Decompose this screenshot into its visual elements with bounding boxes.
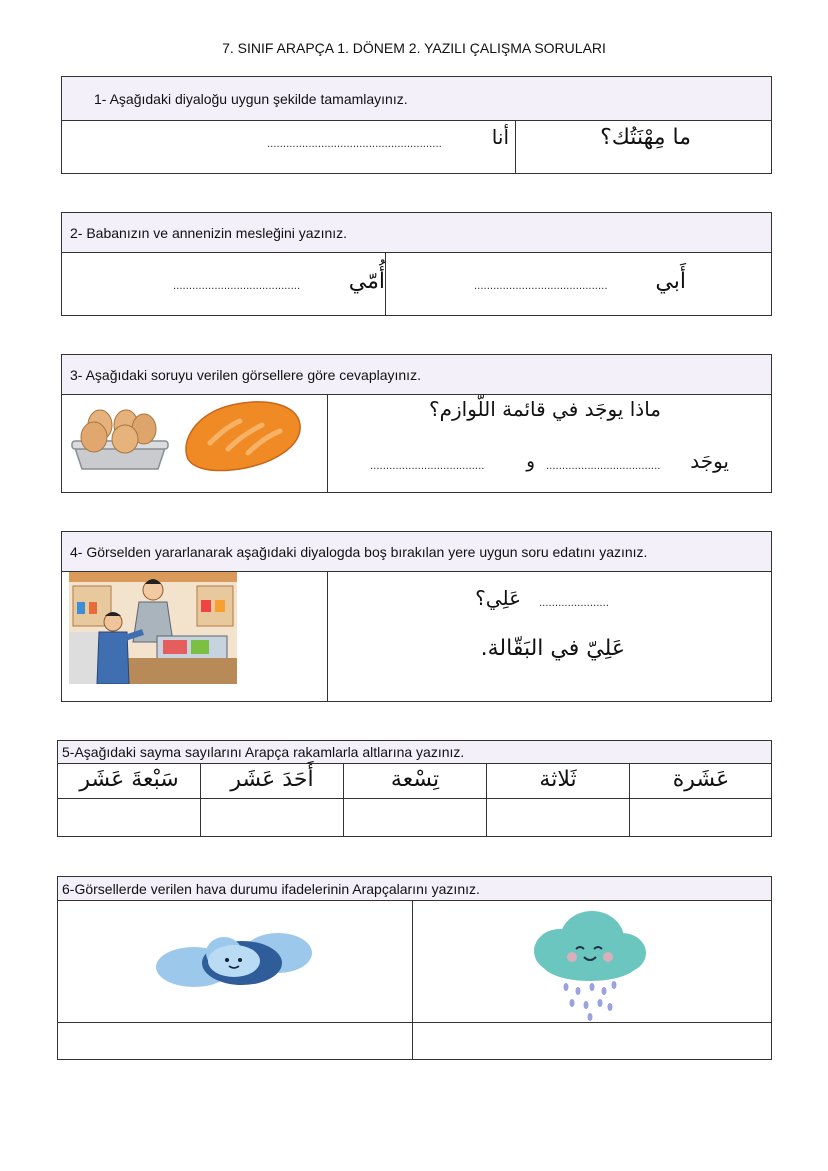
grocery-shop-image (69, 572, 237, 684)
answer-cell-4[interactable] (487, 799, 629, 837)
question-2-prompt (62, 213, 771, 253)
q3-answer-start: يوجَد (690, 449, 729, 473)
bread-image (180, 397, 304, 477)
number-seventeen: سَبْعةَ عَشَر (79, 767, 179, 792)
question-3 (61, 354, 772, 493)
question-6-prompt (58, 877, 771, 901)
rainy-weather-icon (530, 907, 650, 1023)
question-6-text: 6-Görsellerde verilen hava durumu ifadelerinin Arapçalarını yazınız. (62, 880, 480, 897)
eggs-image (70, 403, 170, 475)
cloudy-weather-icon (154, 923, 314, 993)
question-4 (61, 531, 772, 702)
question-1-prompt (62, 77, 771, 121)
q1-answer-blank[interactable]: ....................................................... (267, 139, 442, 150)
question-1-text: 1- Aşağıdaki diyaloğu uygun şekilde tamamlayınız. (94, 90, 408, 107)
question-5 (57, 740, 772, 837)
q3-question-text: ماذا يوجَد في قائمة اللّوازم؟ (428, 397, 661, 421)
question-2-text: 2- Babanızın ve annenizin mesleğini yazınız. (70, 224, 348, 241)
answer-cell-2[interactable] (201, 799, 343, 837)
answer-cell-5[interactable] (630, 799, 772, 837)
question-4-text: 4- Görselden yararlanarak aşağıdaki diyalogda boş bırakılan yere uygun soru edatını yazınız. (70, 543, 648, 560)
question-6 (57, 876, 772, 1060)
weather-answer-cell-2[interactable] (413, 1023, 771, 1060)
question-1 (61, 76, 772, 174)
question-3-prompt (62, 355, 771, 395)
q4-answer-text: عَلِيّ في البَقّالة. (480, 636, 625, 661)
q3-conjunction: و (526, 451, 535, 472)
q3-answer-blank-2[interactable]: .................................... (370, 461, 485, 472)
number-eleven: أَحَدَ عَشَر (230, 767, 314, 792)
q2-mother-label: أُمّي (348, 269, 385, 294)
question-2 (61, 212, 772, 316)
q4-question-blank[interactable]: ...................... (539, 598, 609, 609)
q2-father-label: أَبي (655, 269, 686, 294)
q1-question-text: ما مِهْنَتُك؟ (600, 125, 691, 150)
page-title: 7. SINIF ARAPÇA 1. DÖNEM 2. YAZILI ÇALIŞMA SORULARI (222, 40, 606, 56)
answer-cell-3[interactable] (344, 799, 486, 837)
q3-answer-blank-1[interactable]: .................................... (546, 461, 661, 472)
number-ten: عَشَرة (672, 767, 730, 792)
answer-cell-1[interactable] (58, 799, 200, 837)
number-nine: تِسْعة (390, 767, 440, 792)
weather-answer-cell-1[interactable] (58, 1023, 412, 1060)
question-3-text: 3- Aşağıdaki soruyu verilen görsellere göre cevaplayınız. (70, 366, 421, 383)
q1-answer-label: أنا (491, 125, 509, 149)
question-4-prompt (62, 532, 771, 572)
q2-mother-blank[interactable]: ........................................ (173, 281, 301, 292)
question-5-prompt (58, 741, 771, 764)
number-three: ثَلاثة (539, 767, 577, 792)
question-5-text: 5-Aşağıdaki sayma sayılarını Arapça rakamlarla altlarına yazınız. (62, 744, 465, 760)
q2-father-blank[interactable]: .......................................... (474, 281, 608, 292)
q4-question-text: عَلِي؟ (475, 586, 521, 610)
